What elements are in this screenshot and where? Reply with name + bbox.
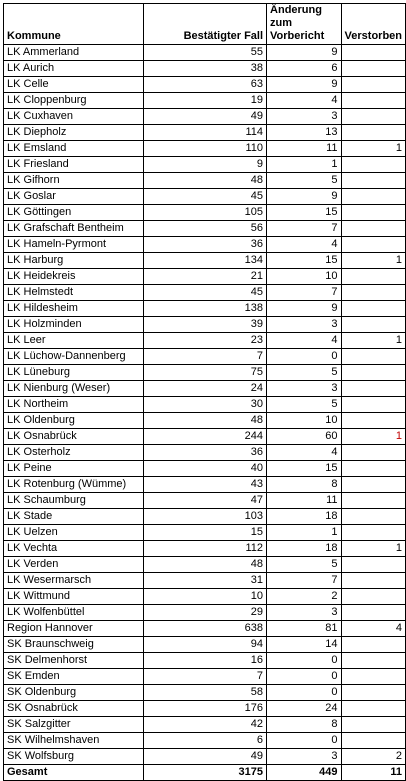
cell-kommune: SK Oldenburg xyxy=(4,685,144,701)
cell-verstorben xyxy=(341,125,406,141)
table-row xyxy=(4,605,406,621)
table-row xyxy=(4,525,406,541)
cell-aenderung: 9 xyxy=(267,45,341,61)
cell-bestaetigter-fall: 48 xyxy=(144,557,267,573)
cell-bestaetigter-fall: 39 xyxy=(144,317,267,333)
cell-aenderung: 18 xyxy=(267,509,341,525)
cell-kommune: LK Diepholz xyxy=(4,125,144,141)
total-verstorben: 11 xyxy=(341,765,406,781)
cell-verstorben xyxy=(341,189,406,205)
cell-bestaetigter-fall: 45 xyxy=(144,285,267,301)
cell-verstorben xyxy=(341,477,406,493)
cell-kommune: LK Uelzen xyxy=(4,525,144,541)
cell-verstorben xyxy=(341,589,406,605)
table-row xyxy=(4,589,406,605)
cell-aenderung: 3 xyxy=(267,605,341,621)
cell-kommune: LK Cloppenburg xyxy=(4,93,144,109)
cell-kommune: SK Osnabrück xyxy=(4,701,144,717)
cell-bestaetigter-fall: 244 xyxy=(144,429,267,445)
cell-bestaetigter-fall: 47 xyxy=(144,493,267,509)
header-kommune: Kommune xyxy=(4,4,144,45)
cell-aenderung: 4 xyxy=(267,333,341,349)
cell-aenderung: 8 xyxy=(267,477,341,493)
table-row xyxy=(4,109,406,125)
cell-kommune: LK Wolfenbüttel xyxy=(4,605,144,621)
cell-verstorben xyxy=(341,205,406,221)
table-row xyxy=(4,221,406,237)
cell-kommune: LK Schaumburg xyxy=(4,493,144,509)
cell-bestaetigter-fall: 176 xyxy=(144,701,267,717)
cell-verstorben xyxy=(341,221,406,237)
table-row xyxy=(4,237,406,253)
cell-bestaetigter-fall: 56 xyxy=(144,221,267,237)
cell-verstorben xyxy=(341,365,406,381)
cell-verstorben: 1 xyxy=(341,253,406,269)
cell-aenderung: 81 xyxy=(267,621,341,637)
cell-kommune: LK Emsland xyxy=(4,141,144,157)
cell-kommune: LK Osterholz xyxy=(4,445,144,461)
cell-aenderung: 5 xyxy=(267,173,341,189)
cell-aenderung: 7 xyxy=(267,573,341,589)
cell-aenderung: 0 xyxy=(267,685,341,701)
cell-verstorben xyxy=(341,349,406,365)
table-row xyxy=(4,733,406,749)
cell-verstorben xyxy=(341,509,406,525)
cell-verstorben xyxy=(341,557,406,573)
table-row xyxy=(4,45,406,61)
cell-aenderung: 4 xyxy=(267,237,341,253)
cell-aenderung: 6 xyxy=(267,61,341,77)
cell-verstorben xyxy=(341,461,406,477)
cell-aenderung: 10 xyxy=(267,413,341,429)
cell-aenderung: 9 xyxy=(267,301,341,317)
cell-aenderung: 0 xyxy=(267,669,341,685)
cell-kommune: LK Aurich xyxy=(4,61,144,77)
cell-aenderung: 60 xyxy=(267,429,341,445)
header-bestaetigter-fall: Bestätigter Fall xyxy=(144,4,267,45)
cell-aenderung: 3 xyxy=(267,109,341,125)
cell-aenderung: 11 xyxy=(267,141,341,157)
cell-bestaetigter-fall: 638 xyxy=(144,621,267,637)
table-row xyxy=(4,637,406,653)
table-row xyxy=(4,253,406,269)
cell-verstorben xyxy=(341,717,406,733)
table-row xyxy=(4,285,406,301)
cell-aenderung: 8 xyxy=(267,717,341,733)
cell-verstorben xyxy=(341,269,406,285)
cell-verstorben: 1 xyxy=(341,541,406,557)
table-row xyxy=(4,61,406,77)
cell-verstorben xyxy=(341,669,406,685)
cell-bestaetigter-fall: 16 xyxy=(144,653,267,669)
cell-kommune: LK Leer xyxy=(4,333,144,349)
cell-bestaetigter-fall: 48 xyxy=(144,413,267,429)
cell-aenderung: 7 xyxy=(267,285,341,301)
cell-bestaetigter-fall: 19 xyxy=(144,93,267,109)
cell-verstorben xyxy=(341,413,406,429)
cell-kommune: Region Hannover xyxy=(4,621,144,637)
cell-verstorben xyxy=(341,701,406,717)
cell-kommune: LK Ammerland xyxy=(4,45,144,61)
cell-aenderung: 13 xyxy=(267,125,341,141)
table-row xyxy=(4,413,406,429)
cell-verstorben xyxy=(341,77,406,93)
table-row xyxy=(4,93,406,109)
cell-kommune: LK Cuxhaven xyxy=(4,109,144,125)
cell-bestaetigter-fall: 48 xyxy=(144,173,267,189)
cell-aenderung: 11 xyxy=(267,493,341,509)
cell-verstorben xyxy=(341,381,406,397)
table-row xyxy=(4,365,406,381)
cell-kommune: LK Friesland xyxy=(4,157,144,173)
cell-aenderung: 1 xyxy=(267,525,341,541)
cell-kommune: SK Braunschweig xyxy=(4,637,144,653)
cell-bestaetigter-fall: 36 xyxy=(144,445,267,461)
cell-bestaetigter-fall: 105 xyxy=(144,205,267,221)
table-row xyxy=(4,493,406,509)
cell-aenderung: 10 xyxy=(267,269,341,285)
table-row xyxy=(4,477,406,493)
cell-bestaetigter-fall: 9 xyxy=(144,157,267,173)
table-row xyxy=(4,125,406,141)
cell-verstorben xyxy=(341,61,406,77)
cell-aenderung: 5 xyxy=(267,397,341,413)
total-faelle: 3175 xyxy=(144,765,267,781)
cell-verstorben xyxy=(341,157,406,173)
cell-aenderung: 7 xyxy=(267,221,341,237)
cell-aenderung: 9 xyxy=(267,77,341,93)
table-row xyxy=(4,173,406,189)
cell-aenderung: 5 xyxy=(267,557,341,573)
cell-bestaetigter-fall: 134 xyxy=(144,253,267,269)
cell-bestaetigter-fall: 103 xyxy=(144,509,267,525)
cell-kommune: LK Hildesheim xyxy=(4,301,144,317)
cell-verstorben xyxy=(341,93,406,109)
cell-aenderung: 1 xyxy=(267,157,341,173)
cell-bestaetigter-fall: 30 xyxy=(144,397,267,413)
table-row xyxy=(4,445,406,461)
cell-kommune: LK Hameln-Pyrmont xyxy=(4,237,144,253)
cell-kommune: LK Verden xyxy=(4,557,144,573)
cell-kommune: LK Lüneburg xyxy=(4,365,144,381)
cell-kommune: SK Wilhelmshaven xyxy=(4,733,144,749)
cell-verstorben xyxy=(341,301,406,317)
cell-bestaetigter-fall: 6 xyxy=(144,733,267,749)
table-row xyxy=(4,621,406,637)
table-row xyxy=(4,333,406,349)
cell-verstorben xyxy=(341,397,406,413)
table-row xyxy=(4,429,406,445)
cell-kommune: LK Peine xyxy=(4,461,144,477)
covid-cases-table xyxy=(3,3,406,781)
cell-bestaetigter-fall: 110 xyxy=(144,141,267,157)
table-row xyxy=(4,317,406,333)
table-row xyxy=(4,141,406,157)
table-row xyxy=(4,301,406,317)
cell-kommune: SK Wolfsburg xyxy=(4,749,144,765)
header-aenderung-zum-vorbericht: Änderung zum Vorbericht xyxy=(267,4,341,45)
table-row xyxy=(4,77,406,93)
table-row xyxy=(4,157,406,173)
table-body xyxy=(4,45,406,765)
cell-kommune: LK Helmstedt xyxy=(4,285,144,301)
cell-kommune: SK Delmenhorst xyxy=(4,653,144,669)
cell-bestaetigter-fall: 24 xyxy=(144,381,267,397)
cell-bestaetigter-fall: 7 xyxy=(144,669,267,685)
cell-bestaetigter-fall: 21 xyxy=(144,269,267,285)
cell-kommune: LK Oldenburg xyxy=(4,413,144,429)
table-row xyxy=(4,669,406,685)
cell-verstorben xyxy=(341,685,406,701)
cell-bestaetigter-fall: 31 xyxy=(144,573,267,589)
table-row xyxy=(4,269,406,285)
cell-kommune: LK Grafschaft Bentheim xyxy=(4,221,144,237)
cell-kommune: LK Vechta xyxy=(4,541,144,557)
cell-bestaetigter-fall: 10 xyxy=(144,589,267,605)
cell-verstorben xyxy=(341,173,406,189)
cell-bestaetigter-fall: 49 xyxy=(144,109,267,125)
cell-bestaetigter-fall: 58 xyxy=(144,685,267,701)
cell-bestaetigter-fall: 7 xyxy=(144,349,267,365)
cell-kommune: LK Celle xyxy=(4,77,144,93)
table-row xyxy=(4,573,406,589)
cell-verstorben xyxy=(341,109,406,125)
cell-bestaetigter-fall: 23 xyxy=(144,333,267,349)
cell-bestaetigter-fall: 94 xyxy=(144,637,267,653)
cell-aenderung: 3 xyxy=(267,381,341,397)
cell-bestaetigter-fall: 36 xyxy=(144,237,267,253)
cell-verstorben xyxy=(341,605,406,621)
cell-verstorben xyxy=(341,45,406,61)
cell-kommune: LK Göttingen xyxy=(4,205,144,221)
cell-verstorben xyxy=(341,525,406,541)
table-row xyxy=(4,653,406,669)
cell-aenderung: 24 xyxy=(267,701,341,717)
cell-verstorben xyxy=(341,493,406,509)
cell-kommune: LK Heidekreis xyxy=(4,269,144,285)
cell-kommune: LK Goslar xyxy=(4,189,144,205)
table-row xyxy=(4,189,406,205)
cell-aenderung: 15 xyxy=(267,461,341,477)
cell-aenderung: 4 xyxy=(267,93,341,109)
table-row xyxy=(4,397,406,413)
table-row xyxy=(4,749,406,765)
cell-bestaetigter-fall: 63 xyxy=(144,77,267,93)
cell-verstorben xyxy=(341,285,406,301)
cell-verstorben xyxy=(341,573,406,589)
table-row xyxy=(4,685,406,701)
cell-verstorben xyxy=(341,237,406,253)
table-row xyxy=(4,461,406,477)
cell-aenderung: 0 xyxy=(267,349,341,365)
cell-kommune: LK Lüchow-Dannenberg xyxy=(4,349,144,365)
cell-verstorben: 1 xyxy=(341,429,406,445)
header-row xyxy=(4,4,406,45)
header-verstorben: Verstorben xyxy=(341,4,406,45)
cell-kommune: LK Harburg xyxy=(4,253,144,269)
cell-verstorben xyxy=(341,317,406,333)
cell-kommune: LK Rotenburg (Wümme) xyxy=(4,477,144,493)
cell-kommune: LK Holzminden xyxy=(4,317,144,333)
cell-bestaetigter-fall: 45 xyxy=(144,189,267,205)
table-row xyxy=(4,541,406,557)
table-row xyxy=(4,717,406,733)
total-row xyxy=(4,765,406,781)
cell-aenderung: 0 xyxy=(267,733,341,749)
cell-aenderung: 14 xyxy=(267,637,341,653)
cell-verstorben xyxy=(341,637,406,653)
cell-verstorben: 1 xyxy=(341,141,406,157)
cell-aenderung: 15 xyxy=(267,205,341,221)
cell-bestaetigter-fall: 55 xyxy=(144,45,267,61)
table-row xyxy=(4,205,406,221)
cell-bestaetigter-fall: 43 xyxy=(144,477,267,493)
cell-kommune: SK Salzgitter xyxy=(4,717,144,733)
cell-kommune: LK Wesermarsch xyxy=(4,573,144,589)
cell-verstorben xyxy=(341,733,406,749)
cell-bestaetigter-fall: 40 xyxy=(144,461,267,477)
cell-verstorben xyxy=(341,653,406,669)
cell-aenderung: 3 xyxy=(267,317,341,333)
cell-verstorben: 2 xyxy=(341,749,406,765)
cell-kommune: LK Nienburg (Weser) xyxy=(4,381,144,397)
table-row xyxy=(4,349,406,365)
table-row xyxy=(4,381,406,397)
cell-kommune: LK Northeim xyxy=(4,397,144,413)
cell-aenderung: 3 xyxy=(267,749,341,765)
cell-aenderung: 5 xyxy=(267,365,341,381)
cell-kommune: LK Gifhorn xyxy=(4,173,144,189)
cell-kommune: LK Stade xyxy=(4,509,144,525)
cell-bestaetigter-fall: 112 xyxy=(144,541,267,557)
cell-aenderung: 4 xyxy=(267,445,341,461)
cell-verstorben: 4 xyxy=(341,621,406,637)
total-aenderung: 449 xyxy=(267,765,341,781)
cell-kommune: SK Emden xyxy=(4,669,144,685)
cell-verstorben: 1 xyxy=(341,333,406,349)
table-row xyxy=(4,701,406,717)
cell-aenderung: 0 xyxy=(267,653,341,669)
cell-bestaetigter-fall: 49 xyxy=(144,749,267,765)
cell-bestaetigter-fall: 42 xyxy=(144,717,267,733)
cell-aenderung: 9 xyxy=(267,189,341,205)
cell-aenderung: 18 xyxy=(267,541,341,557)
cell-bestaetigter-fall: 75 xyxy=(144,365,267,381)
cell-kommune: LK Wittmund xyxy=(4,589,144,605)
cell-verstorben xyxy=(341,445,406,461)
cell-bestaetigter-fall: 38 xyxy=(144,61,267,77)
total-label: Gesamt xyxy=(4,765,144,781)
table-row xyxy=(4,557,406,573)
cell-bestaetigter-fall: 29 xyxy=(144,605,267,621)
cell-kommune: LK Osnabrück xyxy=(4,429,144,445)
cell-bestaetigter-fall: 138 xyxy=(144,301,267,317)
cell-aenderung: 2 xyxy=(267,589,341,605)
cell-aenderung: 15 xyxy=(267,253,341,269)
cell-bestaetigter-fall: 114 xyxy=(144,125,267,141)
table-row xyxy=(4,509,406,525)
cell-bestaetigter-fall: 15 xyxy=(144,525,267,541)
